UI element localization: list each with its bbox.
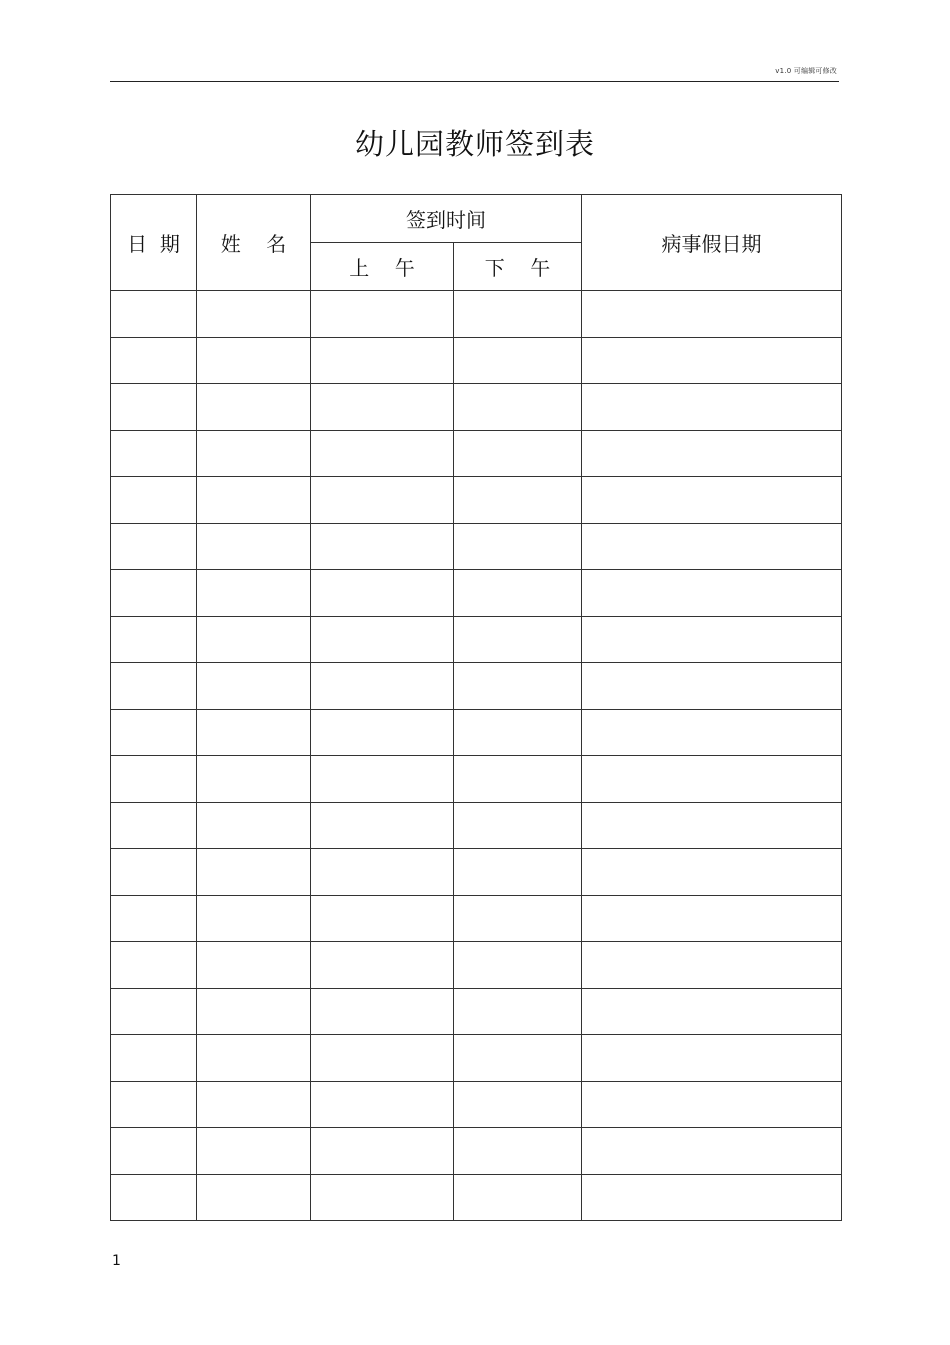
table-row: [111, 384, 842, 431]
cell-leave-date[interactable]: [582, 709, 842, 756]
cell-leave-date[interactable]: [582, 337, 842, 384]
cell-leave-date[interactable]: [582, 570, 842, 617]
cell-leave-date[interactable]: [582, 802, 842, 849]
cell-date[interactable]: [111, 942, 197, 989]
cell-name[interactable]: [197, 1128, 311, 1175]
cell-date[interactable]: [111, 756, 197, 803]
cell-date[interactable]: [111, 895, 197, 942]
cell-date[interactable]: [111, 477, 197, 524]
cell-date[interactable]: [111, 384, 197, 431]
cell-leave-date[interactable]: [582, 663, 842, 710]
cell-afternoon[interactable]: [454, 616, 582, 663]
cell-afternoon[interactable]: [454, 384, 582, 431]
cell-afternoon[interactable]: [454, 430, 582, 477]
cell-morning[interactable]: [311, 1174, 454, 1221]
cell-afternoon[interactable]: [454, 756, 582, 803]
cell-date[interactable]: [111, 570, 197, 617]
cell-leave-date[interactable]: [582, 988, 842, 1035]
cell-leave-date[interactable]: [582, 384, 842, 431]
cell-morning[interactable]: [311, 709, 454, 756]
cell-morning[interactable]: [311, 1128, 454, 1175]
cell-morning[interactable]: [311, 1081, 454, 1128]
cell-leave-date[interactable]: [582, 1035, 842, 1082]
column-header-date: 日 期: [111, 195, 197, 291]
cell-name[interactable]: [197, 477, 311, 524]
table-row: [111, 942, 842, 989]
table-row: [111, 477, 842, 524]
cell-leave-date[interactable]: [582, 1128, 842, 1175]
cell-afternoon[interactable]: [454, 337, 582, 384]
cell-morning[interactable]: [311, 895, 454, 942]
table-header-row: [111, 195, 842, 243]
cell-date[interactable]: [111, 523, 197, 570]
cell-leave-date[interactable]: [582, 1081, 842, 1128]
cell-name[interactable]: [197, 849, 311, 896]
cell-morning[interactable]: [311, 756, 454, 803]
column-header-afternoon: 下 午: [454, 243, 582, 291]
cell-afternoon[interactable]: [454, 849, 582, 896]
column-header-leave-date: 病事假日期: [582, 195, 842, 291]
table-row: [111, 1174, 842, 1221]
cell-name[interactable]: [197, 1035, 311, 1082]
cell-name[interactable]: [197, 616, 311, 663]
cell-date[interactable]: [111, 709, 197, 756]
table-body: [111, 291, 842, 1221]
cell-morning[interactable]: [311, 291, 454, 338]
cell-afternoon[interactable]: [454, 802, 582, 849]
cell-date[interactable]: [111, 616, 197, 663]
cell-name[interactable]: [197, 709, 311, 756]
cell-morning[interactable]: [311, 477, 454, 524]
cell-name[interactable]: [197, 895, 311, 942]
version-note: v1.0 可编辑可修改: [775, 67, 837, 75]
cell-name[interactable]: [197, 337, 311, 384]
cell-morning[interactable]: [311, 337, 454, 384]
cell-name[interactable]: [197, 802, 311, 849]
cell-date[interactable]: [111, 1174, 197, 1221]
cell-leave-date[interactable]: [582, 849, 842, 896]
cell-name[interactable]: [197, 1174, 311, 1221]
cell-afternoon[interactable]: [454, 291, 582, 338]
cell-morning[interactable]: [311, 988, 454, 1035]
cell-date[interactable]: [111, 1128, 197, 1175]
cell-name[interactable]: [197, 523, 311, 570]
cell-leave-date[interactable]: [582, 523, 842, 570]
cell-afternoon[interactable]: [454, 663, 582, 710]
table-row: [111, 849, 842, 896]
cell-leave-date[interactable]: [582, 895, 842, 942]
cell-afternoon[interactable]: [454, 570, 582, 617]
cell-morning[interactable]: [311, 802, 454, 849]
cell-name[interactable]: [197, 291, 311, 338]
table-row: [111, 523, 842, 570]
cell-afternoon[interactable]: [454, 1174, 582, 1221]
cell-afternoon[interactable]: [454, 1081, 582, 1128]
document-title: 幼儿园教师签到表: [354, 127, 595, 161]
cell-afternoon[interactable]: [454, 523, 582, 570]
cell-date[interactable]: [111, 291, 197, 338]
header-divider: [110, 81, 839, 82]
cell-leave-date[interactable]: [582, 430, 842, 477]
table-row: [111, 895, 842, 942]
table-row: [111, 1128, 842, 1175]
cell-date[interactable]: [111, 849, 197, 896]
cell-date[interactable]: [111, 1081, 197, 1128]
cell-date[interactable]: [111, 430, 197, 477]
signin-table: [110, 194, 842, 1221]
table-row: [111, 1035, 842, 1082]
cell-afternoon[interactable]: [454, 895, 582, 942]
cell-afternoon[interactable]: [454, 942, 582, 989]
cell-morning[interactable]: [311, 616, 454, 663]
cell-afternoon[interactable]: [454, 709, 582, 756]
cell-afternoon[interactable]: [454, 477, 582, 524]
table-row: [111, 616, 842, 663]
table-row: [111, 802, 842, 849]
cell-name[interactable]: [197, 570, 311, 617]
table-row: [111, 337, 842, 384]
cell-morning[interactable]: [311, 570, 454, 617]
table-row: [111, 291, 842, 338]
cell-name[interactable]: [197, 756, 311, 803]
cell-name[interactable]: [197, 942, 311, 989]
cell-date[interactable]: [111, 663, 197, 710]
cell-name[interactable]: [197, 988, 311, 1035]
column-header-signin-time: 签到时间: [311, 195, 582, 243]
cell-morning[interactable]: [311, 430, 454, 477]
cell-leave-date[interactable]: [582, 477, 842, 524]
cell-leave-date[interactable]: [582, 756, 842, 803]
cell-afternoon[interactable]: [454, 988, 582, 1035]
table-row: [111, 756, 842, 803]
column-header-morning: 上 午: [311, 243, 454, 291]
table-row: [111, 1081, 842, 1128]
cell-date[interactable]: [111, 337, 197, 384]
cell-afternoon[interactable]: [454, 1035, 582, 1082]
cell-leave-date[interactable]: [582, 942, 842, 989]
cell-morning[interactable]: [311, 1035, 454, 1082]
cell-morning[interactable]: [311, 849, 454, 896]
table-row: [111, 430, 842, 477]
cell-date[interactable]: [111, 802, 197, 849]
cell-date[interactable]: [111, 988, 197, 1035]
table-row: [111, 988, 842, 1035]
cell-leave-date[interactable]: [582, 291, 842, 338]
page-number: 1: [112, 1253, 121, 1269]
cell-morning[interactable]: [311, 523, 454, 570]
table-row: [111, 709, 842, 756]
cell-afternoon[interactable]: [454, 1128, 582, 1175]
cell-name[interactable]: [197, 663, 311, 710]
cell-leave-date[interactable]: [582, 616, 842, 663]
table-row: [111, 570, 842, 617]
cell-morning[interactable]: [311, 942, 454, 989]
cell-morning[interactable]: [311, 663, 454, 710]
cell-morning[interactable]: [311, 384, 454, 431]
table-row: [111, 663, 842, 710]
cell-name[interactable]: [197, 430, 311, 477]
cell-leave-date[interactable]: [582, 1174, 842, 1221]
cell-name[interactable]: [197, 384, 311, 431]
column-header-name: 姓 名: [197, 195, 311, 291]
cell-date[interactable]: [111, 1035, 197, 1082]
cell-name[interactable]: [197, 1081, 311, 1128]
